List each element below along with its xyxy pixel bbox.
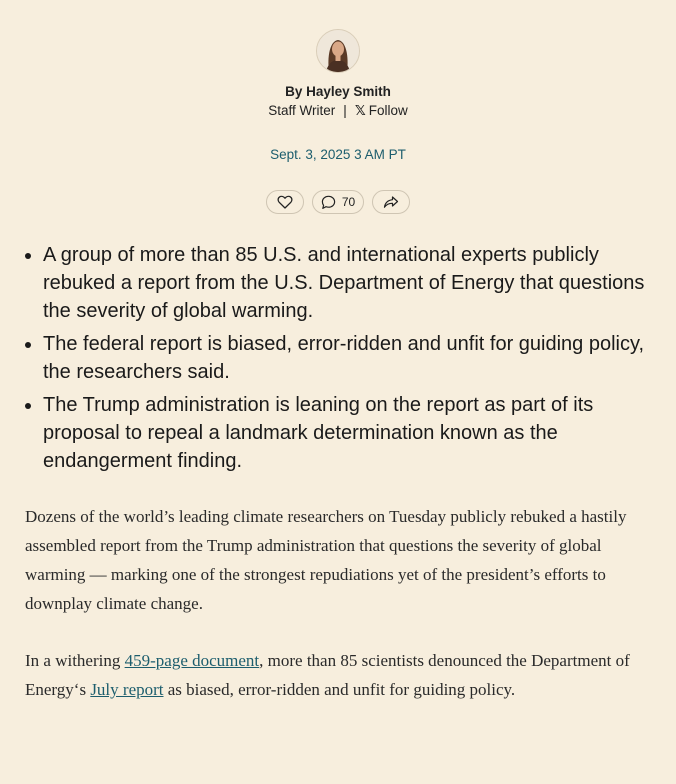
paragraph-text: as biased, error-ridden and unfit for guiding policy. xyxy=(163,680,516,699)
meta-separator: | xyxy=(343,103,347,118)
byline xyxy=(0,29,676,214)
author-role: Staff Writer xyxy=(268,103,336,118)
author-avatar[interactable] xyxy=(316,29,360,73)
comment-icon xyxy=(321,195,336,210)
comment-count: 70 xyxy=(341,195,356,209)
publish-date: Sept. 3, 2025 3 AM PT xyxy=(270,147,406,162)
paragraph-text: , more than 85 scientists denounced the Department of Energy‘s xyxy=(25,651,630,699)
comments-button[interactable] xyxy=(312,190,364,214)
paragraph-text: In a withering xyxy=(25,651,125,670)
follow-button[interactable] xyxy=(355,103,408,118)
article-actions xyxy=(0,190,676,214)
like-button[interactable] xyxy=(266,190,304,214)
follow-label: Follow xyxy=(368,103,408,118)
summary-item: • The federal report is biased, error-ridden and unfit for guiding policy, the researchers said. xyxy=(43,330,656,386)
july-report-link[interactable]: July report xyxy=(90,680,164,699)
summary-item: • A group of more than 85 U.S. and international experts publicly rebuked a report from the U.S. Department of Energy that questions the severity of global warming. xyxy=(43,241,656,325)
share-icon xyxy=(383,195,399,209)
article-summary xyxy=(0,241,676,475)
body-paragraph: Dozens of the world’s leading climate researchers on Tuesday publicly rebuked a hastily assembled report from the Trump administration that questions the severity of global warming — marking one of the strongest repudiations yet of the president’s efforts to downplay climate change. xyxy=(25,507,627,613)
article-page xyxy=(0,29,676,784)
document-link[interactable]: 459-page document xyxy=(124,651,260,670)
summary-item: • The Trump administration is leaning on the report as part of its proposal to repeal a landmark determination known as the endangerment finding. xyxy=(43,391,656,475)
heart-icon xyxy=(277,195,293,209)
x-logo-icon: 𝕏 xyxy=(354,103,366,118)
share-button[interactable] xyxy=(372,190,410,214)
author-photo xyxy=(317,30,359,72)
author-meta xyxy=(0,103,676,119)
body-paragraph xyxy=(25,646,656,704)
author-name[interactable]: By Hayley Smith xyxy=(285,84,391,99)
article-body xyxy=(0,502,676,704)
